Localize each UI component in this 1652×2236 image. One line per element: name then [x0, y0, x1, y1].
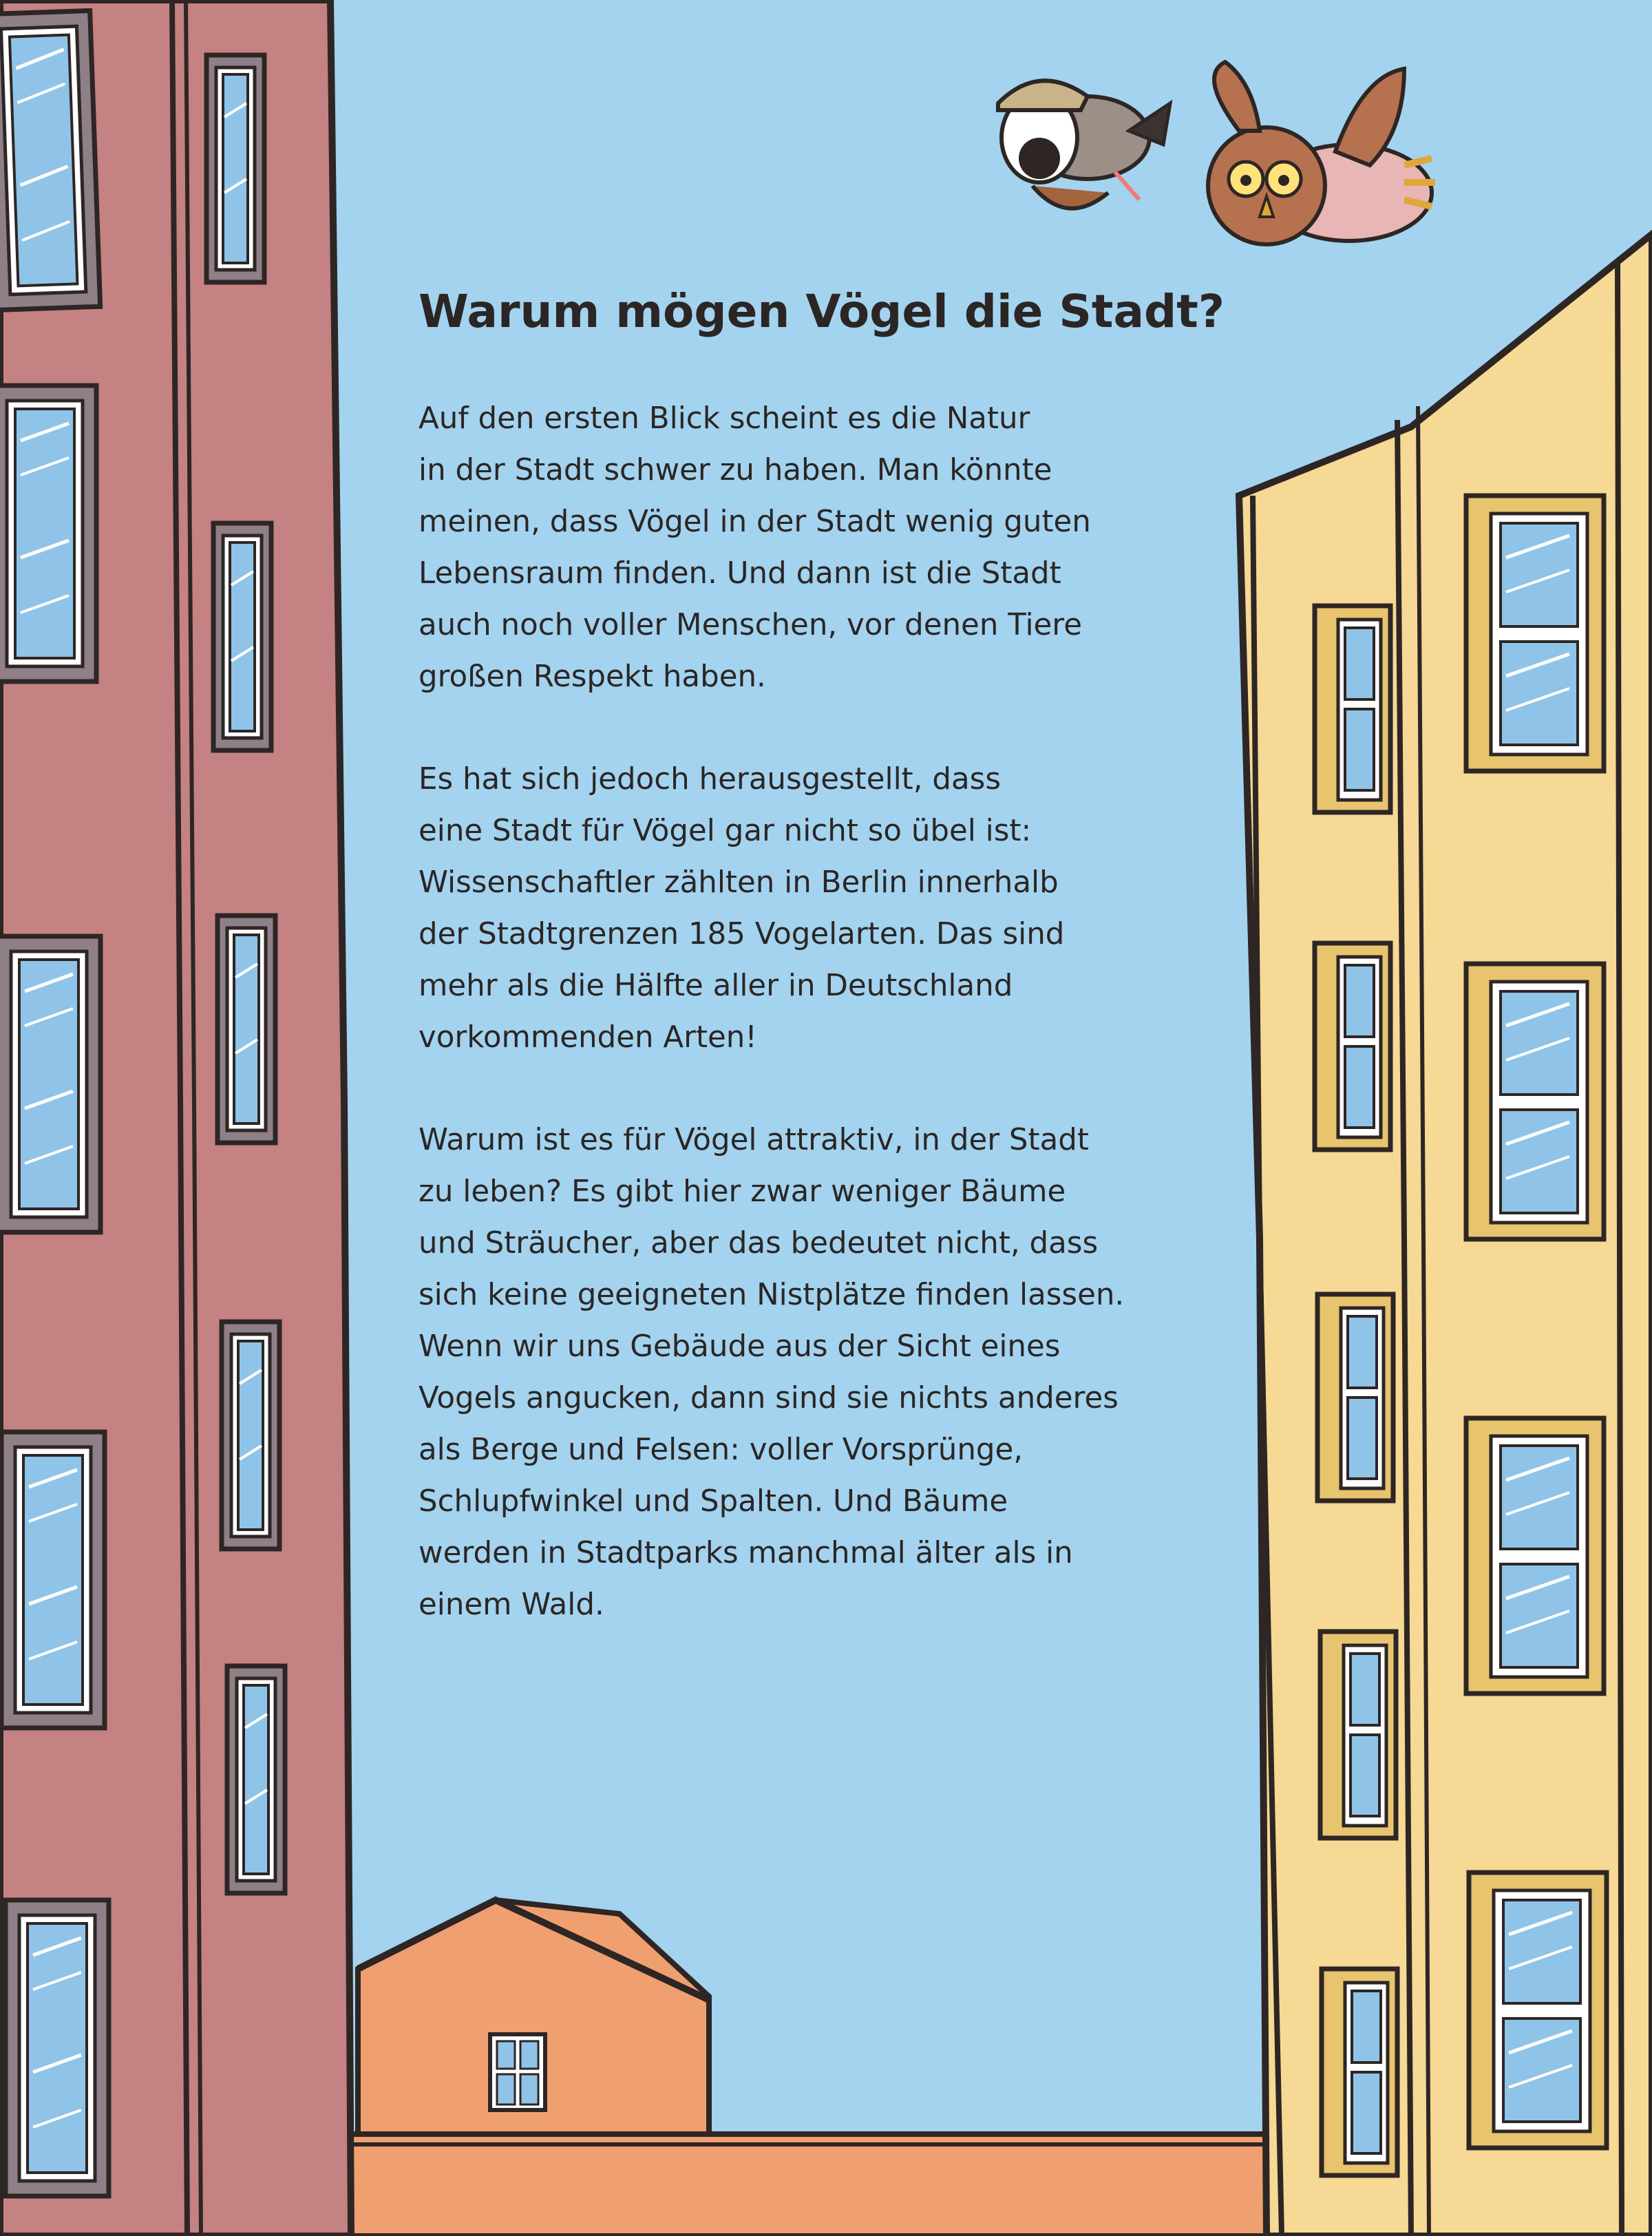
text-line: Warum ist es für Vögel attraktiv, in der Stadt — [419, 1123, 1089, 1157]
text-line: Lebensraum finden. Und dann ist die Stadt — [419, 556, 1061, 591]
text-line: der Stadtgrenzen 185 Vogelarten. Das sind — [419, 917, 1065, 951]
article — [419, 279, 1224, 1682]
text-line: sich keine geeigneten Nistplätze finden lassen. — [419, 1278, 1125, 1312]
text-line: in der Stadt schwer zu haben. Man könnte — [419, 453, 1052, 487]
text-line: meinen, dass Vögel in der Stadt wenig guten — [419, 505, 1091, 539]
text-line: Vogels angucken, dann sind sie nichts anderes — [419, 1381, 1119, 1415]
text-line: Schlupfwinkel und Spalten. Und Bäume — [419, 1484, 1008, 1519]
text-line: Wissenschaftler zählten in Berlin innerhalb — [419, 865, 1059, 900]
text-line: einem Wald. — [419, 1588, 604, 1622]
text-line: und Sträucher, aber das bedeutet nicht, dass — [419, 1226, 1099, 1261]
page-title: Warum mögen Vögel die Stadt? — [419, 285, 1225, 338]
text-line: mehr als die Hälfte aller in Deutschland — [419, 969, 1013, 1003]
text-line: Es hat sich jedoch herausgestellt, dass — [419, 762, 1001, 797]
text-line: als Berge und Felsen: voller Vorsprünge, — [419, 1433, 1024, 1467]
right-building — [1239, 234, 1652, 2236]
text-line: zu leben? Es gibt hier zwar weniger Bäume — [419, 1174, 1066, 1209]
paragraph-1 — [419, 393, 1224, 703]
text-line: vorkommenden Arten! — [419, 1020, 757, 1055]
text-line: eine Stadt für Vögel gar nicht so übel ist: — [419, 814, 1032, 848]
text-line: Wenn wir uns Gebäude aus der Sicht eines — [419, 1329, 1061, 1364]
paragraph-2 — [419, 754, 1224, 1064]
front-roof — [310, 2134, 1280, 2236]
paragraph-3 — [419, 1115, 1224, 1631]
text-line: werden in Stadtparks manchmal älter als in — [419, 1536, 1073, 1570]
text-line: Auf den ersten Blick scheint es die Natur — [419, 401, 1030, 436]
text-line: großen Respekt haben. — [419, 660, 766, 694]
left-building — [0, 0, 351, 2236]
text-line: auch noch voller Menschen, vor denen Tiere — [419, 608, 1082, 642]
